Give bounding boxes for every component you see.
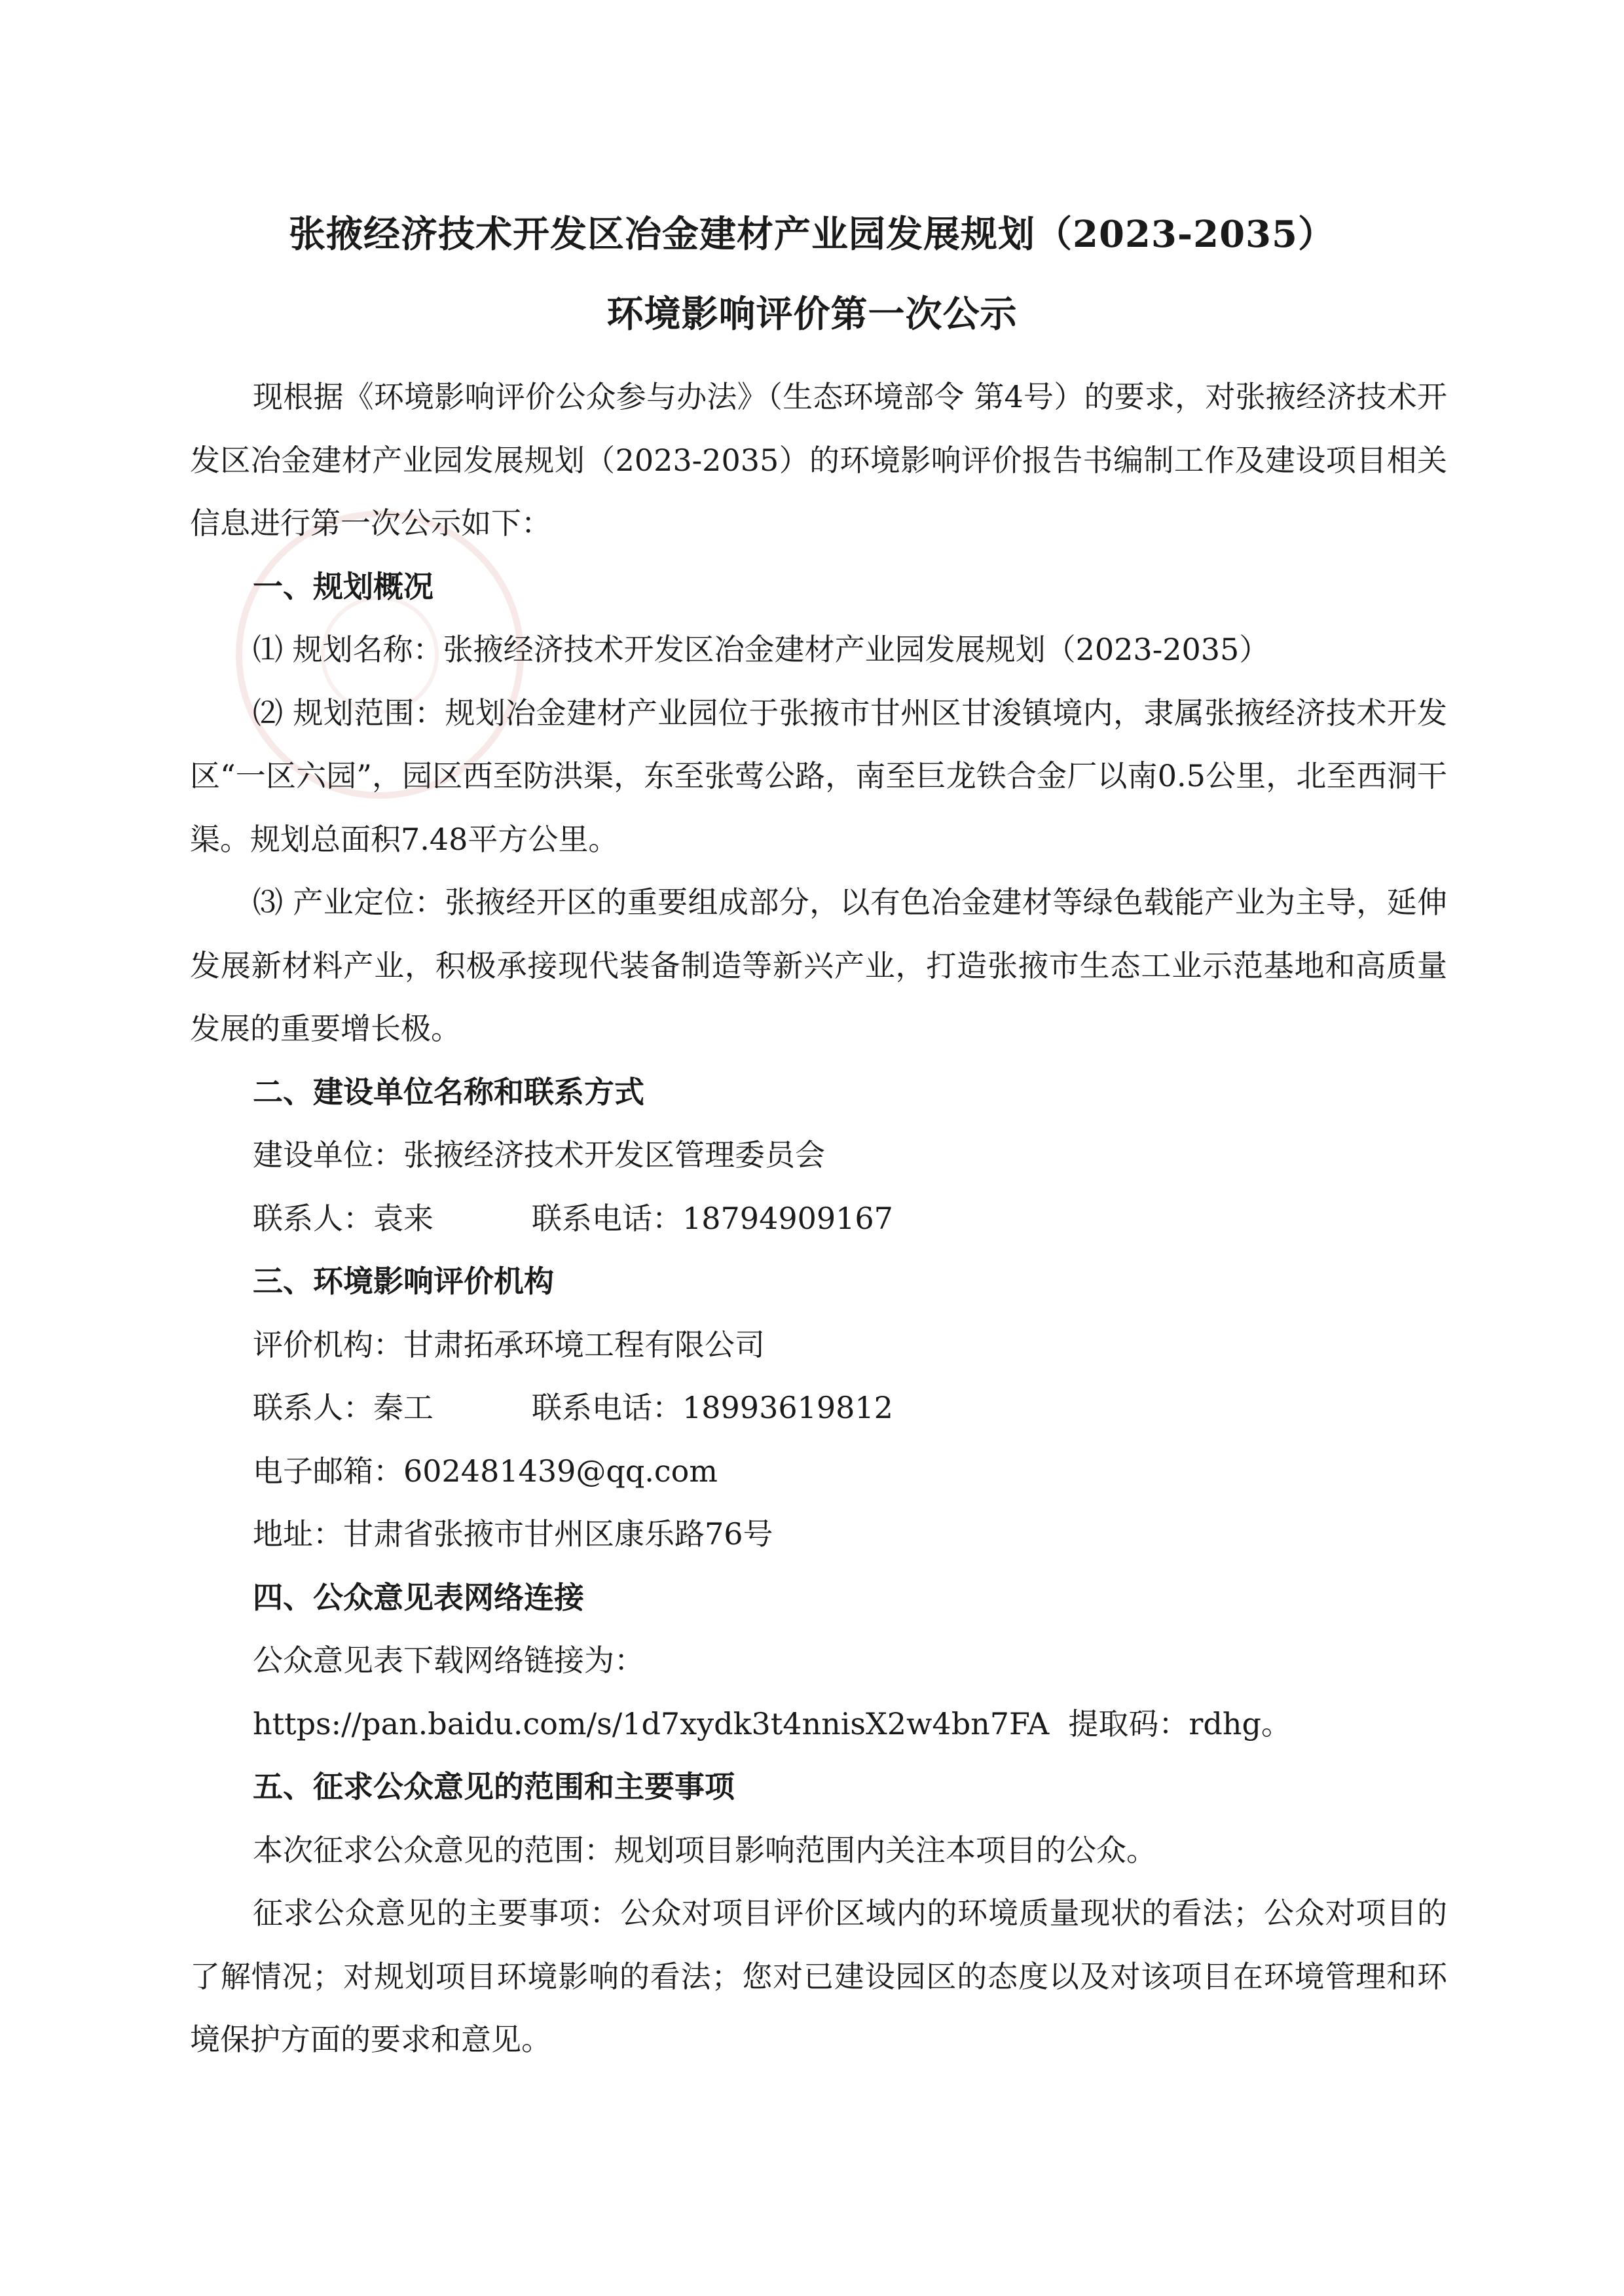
download-desc: 公众意见表下载网络链接为： bbox=[253, 1643, 644, 1678]
document-body bbox=[190, 365, 1447, 2071]
construction-contact-line bbox=[190, 1187, 1447, 1250]
section4-heading: 四、公众意见表网络连接 bbox=[253, 1579, 584, 1615]
intro-paragraph: 现根据《环境影响评价公众参与办法》（生态环境部令 第4号）的要求，对张掖经济技术开发区冶金建材产业园发展规划（2023-2035）的环境影响评价报告书编制工作及建设项目相关信息进行第一次公示如下： bbox=[190, 379, 1447, 541]
industry-positioning: ⑶ 产业定位：张掖经开区的重要组成部分，以有色冶金建材等绿色载能产业为主导，延伸发展新材料产业，积极承接现代装备制造等新兴产业，打造张掖市生态工业示范基地和高质量发展的重要增长极。 bbox=[190, 884, 1447, 1046]
construction-contact: 联系人：袁来 bbox=[253, 1200, 434, 1236]
download-link-line bbox=[190, 1692, 1447, 1756]
section5-heading: 五、征求公众意见的范围和主要事项 bbox=[253, 1769, 735, 1804]
extraction-code: 提取码：rdhg。 bbox=[1068, 1705, 1291, 1741]
construction-phone: 联系电话：18794909167 bbox=[532, 1200, 893, 1236]
download-link[interactable]: https://pan.baidu.com/s/1d7xydk3t4nnisX2w4bn7FA bbox=[253, 1705, 1050, 1741]
consultation-matters: 征求公众意见的主要事项：公众对项目评价区域内的环境质量现状的看法；公众对项目的了解情况；对规划项目环境影响的看法；您对已建设园区的态度以及对该项目在环境管理和环境保护方面的要求和意见。 bbox=[190, 1895, 1447, 2057]
document-title-line2: 环境影响评价第一次公示 bbox=[606, 293, 1018, 336]
evaluation-address: 地址：甘肃省张掖市甘州区康乐路76号 bbox=[253, 1516, 773, 1552]
document-title-line1: 张掖经济技术开发区冶金建材产业园发展规划（2023-2035） bbox=[289, 213, 1335, 256]
section2-heading: 二、建设单位名称和联系方式 bbox=[253, 1074, 644, 1110]
plan-name: ⑴ 规划名称：张掖经济技术开发区冶金建材产业园发展规划（2023-2035） bbox=[253, 632, 1270, 667]
construction-unit: 建设单位：张掖经济技术开发区管理委员会 bbox=[253, 1137, 825, 1173]
evaluation-contact: 联系人：秦工 bbox=[253, 1390, 434, 1425]
evaluation-contact-line bbox=[190, 1376, 1447, 1440]
evaluation-phone: 联系电话：18993619812 bbox=[532, 1390, 893, 1425]
evaluation-email: 电子邮箱：602481439@qq.com bbox=[253, 1453, 718, 1489]
consultation-scope: 本次征求公众意见的范围：规划项目影响范围内关注本项目的公众。 bbox=[253, 1832, 1156, 1868]
evaluation-org: 评价机构：甘肃拓承环境工程有限公司 bbox=[253, 1326, 765, 1362]
plan-scope: ⑵ 规划范围：规划冶金建材产业园位于张掖市甘州区甘浚镇境内，隶属张掖经济技术开发区“一区六园”，园区西至防洪渠，东至张莺公路，南至巨龙铁合金厂以南0.5公里，北至西洞干渠。规划总面积7.48平方公里。 bbox=[190, 695, 1447, 857]
section1-heading: 一、规划概况 bbox=[253, 568, 434, 604]
section3-heading: 三、环境影响评价机构 bbox=[253, 1264, 554, 1299]
